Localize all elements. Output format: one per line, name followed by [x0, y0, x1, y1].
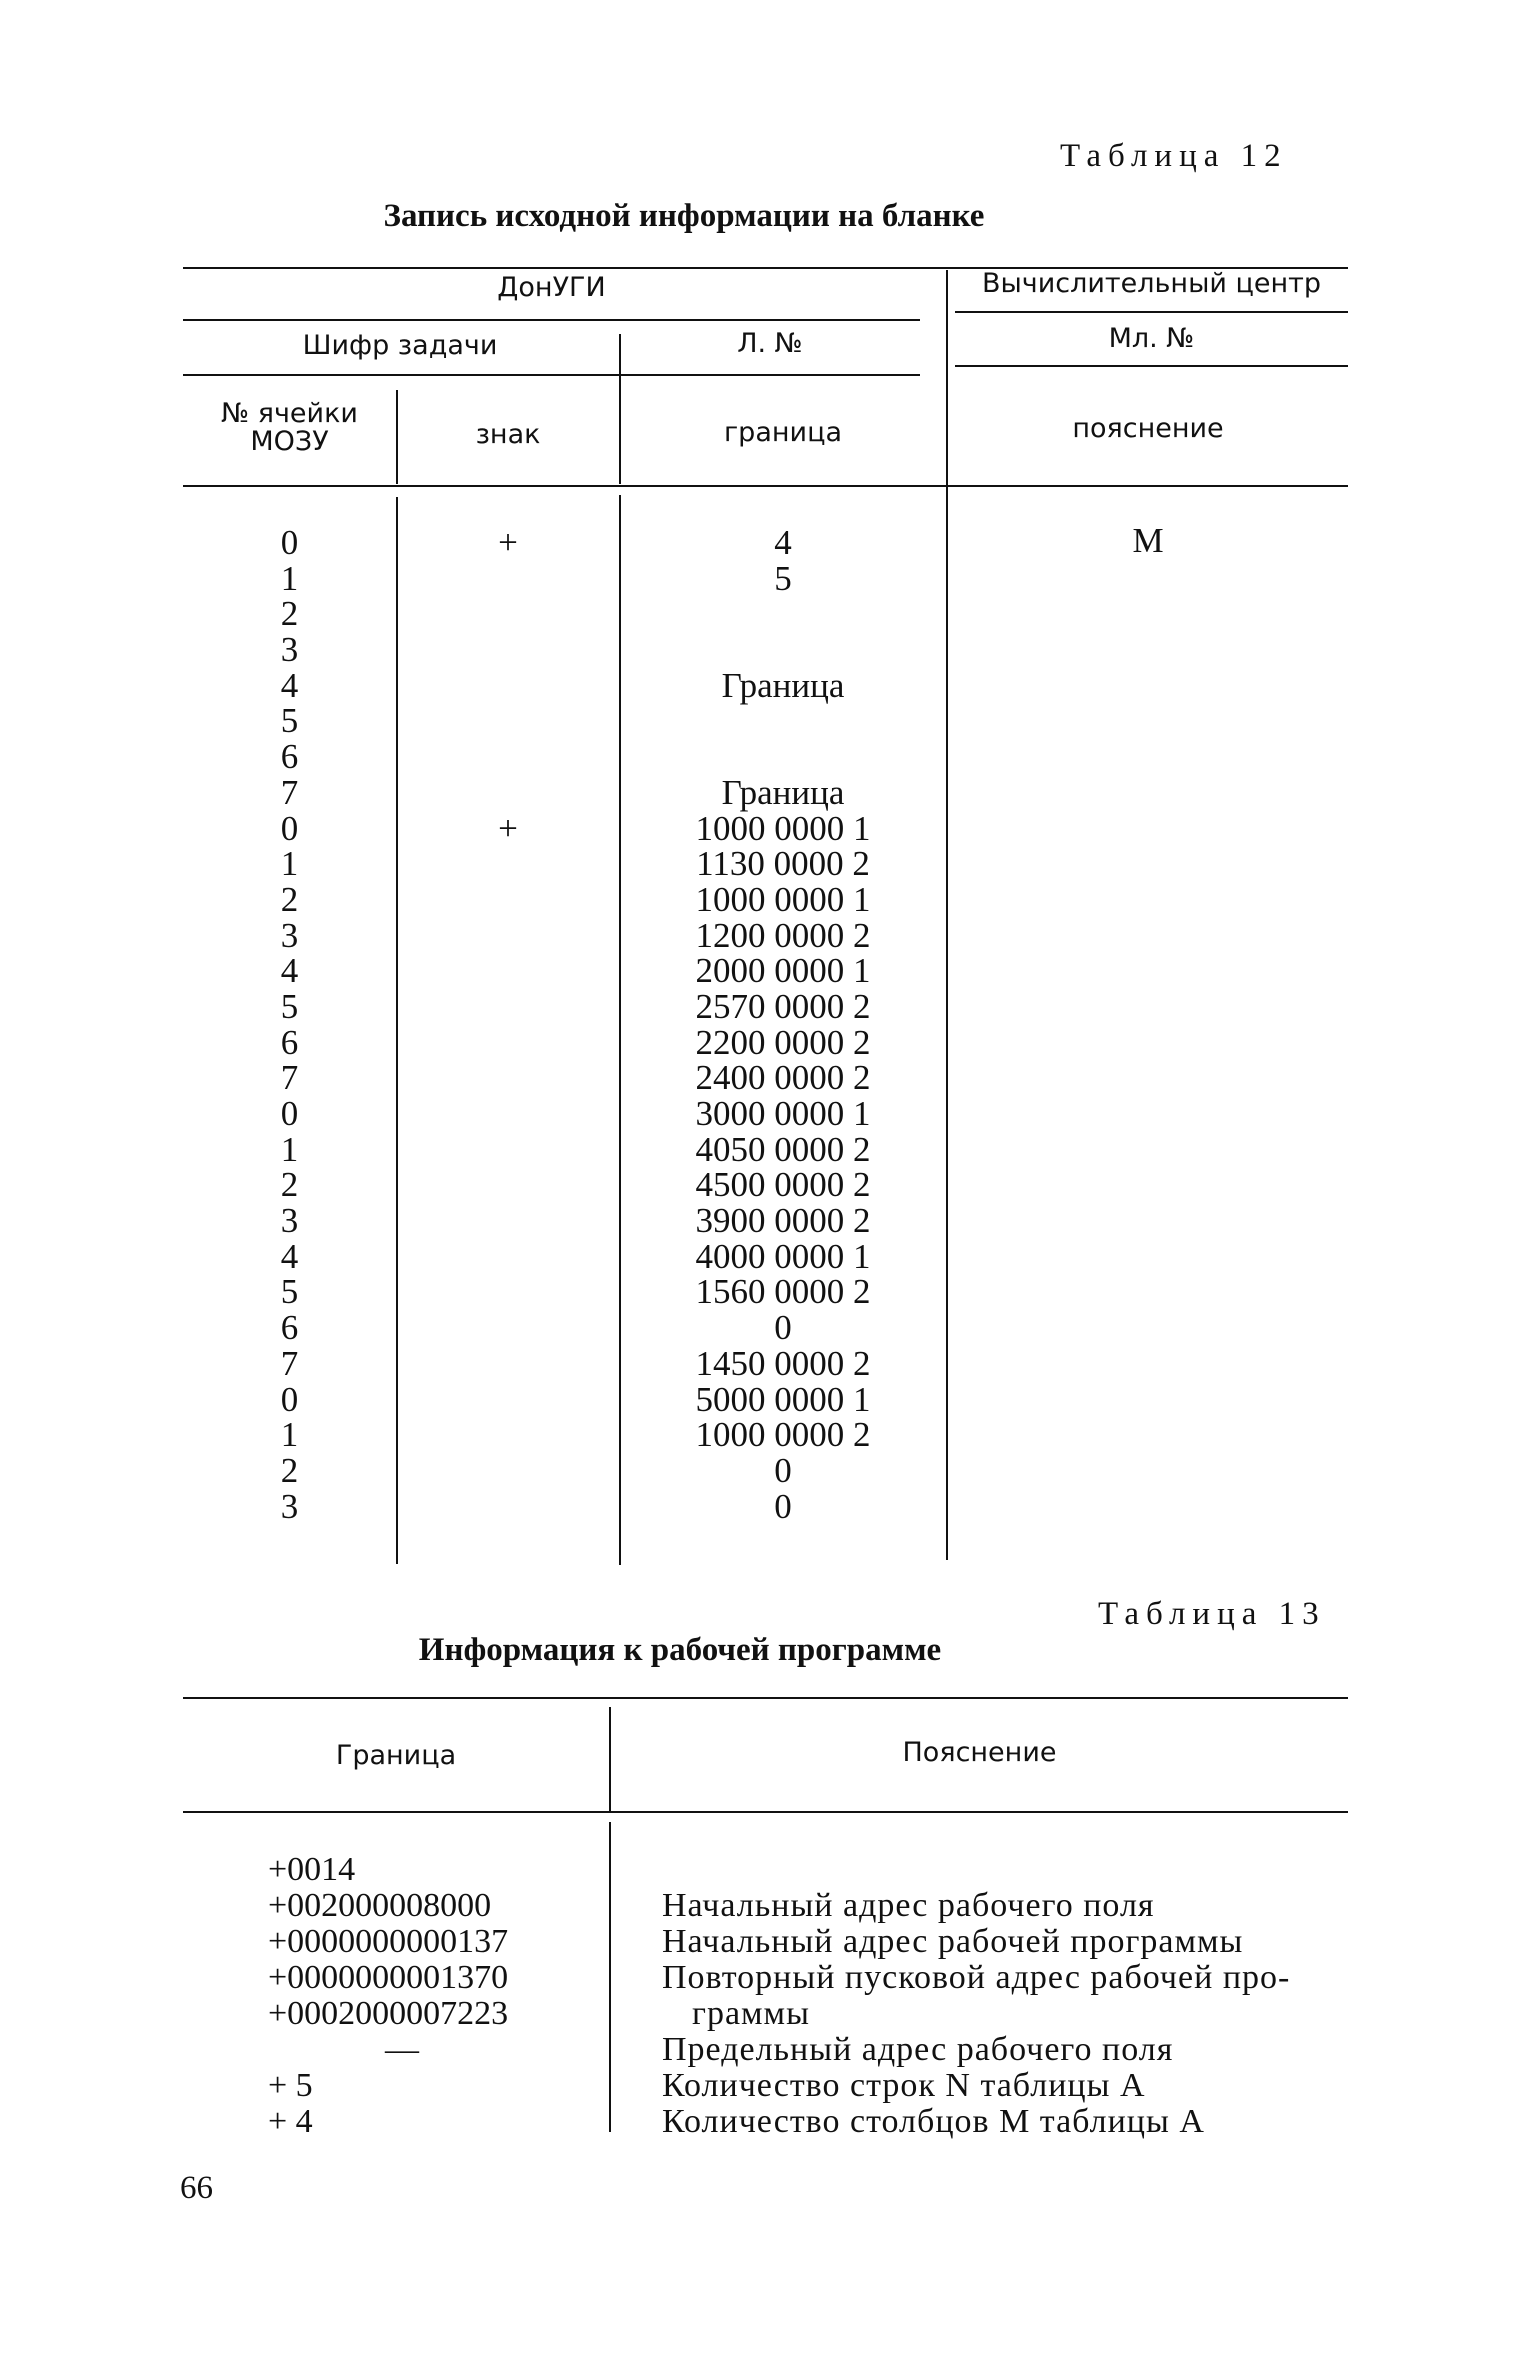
t13-boundary-value: +0000000000137 — [268, 1923, 509, 1960]
header-rule-left — [183, 319, 920, 321]
cell-number: 2 — [280, 879, 299, 919]
boundary-value: Граница — [721, 772, 845, 812]
header-cell-no-line1: № ячейки — [221, 398, 358, 429]
boundary-value: 4 — [774, 523, 792, 562]
boundary-value — [621, 739, 945, 775]
cell-number: 7 — [280, 1343, 299, 1383]
t13-boundary-value: + 4 — [268, 2103, 313, 2140]
boundary-value: 0 — [774, 1486, 792, 1526]
t13-boundary-value: +0014 — [268, 1851, 356, 1888]
t13-boundary-value: +0000000001370 — [268, 1959, 509, 1996]
cell-number: 6 — [280, 1022, 299, 1062]
table-12-title: Запись исходной информации на бланке — [383, 198, 985, 234]
boundary-value: 4050 0000 2 — [695, 1129, 871, 1169]
header-ml-no: Мл. № — [1108, 323, 1195, 354]
t13-explanation-value: Начальный адрес рабочей программы — [662, 1923, 1244, 1960]
t13-explanation-value: граммы — [692, 1995, 810, 2032]
header-boundary: граница — [724, 417, 842, 448]
table-13-header-rule — [183, 1811, 1348, 1813]
boundary-value: 2570 0000 2 — [695, 986, 871, 1026]
cell-number: 6 — [280, 737, 299, 777]
header-task-code: Шифр задачи — [302, 330, 498, 361]
boundary-value: 2200 0000 2 — [695, 1022, 871, 1062]
sign-value: + — [498, 808, 518, 848]
header-explanation: пояснение — [1072, 413, 1224, 444]
cell-number: 3 — [280, 1201, 299, 1241]
boundary-value: 1000 0000 1 — [695, 808, 871, 848]
header-org: ДонУГИ — [497, 272, 606, 303]
t13-boundary-value: +0002000007223 — [268, 1995, 509, 2032]
boundary-value: 1000 0000 2 — [695, 1415, 871, 1455]
header-cell-no-line2: МОЗУ — [250, 426, 329, 457]
cell-number: 4 — [280, 951, 299, 991]
cell-number: 2 — [280, 1450, 299, 1490]
cell-number: 2 — [280, 594, 299, 634]
cell-number: 7 — [280, 772, 299, 812]
boundary-value — [621, 596, 945, 632]
t13-boundary-value: + 5 — [268, 2067, 313, 2104]
cell-number: 1 — [280, 1415, 299, 1455]
t13-header-explanation: Пояснение — [902, 1737, 1057, 1768]
header-rule-right — [955, 311, 1348, 313]
header-rule-left-2 — [183, 374, 920, 376]
t13-explanation-value: Начальный адрес рабочего поля — [662, 1887, 1155, 1924]
header-sign: знак — [475, 419, 541, 450]
cell-number: 3 — [280, 1486, 299, 1526]
t13-boundary-column — [268, 1852, 536, 2140]
boundary-value: 3900 0000 2 — [695, 1201, 871, 1241]
explanation-value: М — [1132, 521, 1164, 560]
table-13-top-rule — [183, 1697, 1348, 1699]
boundary-value: 2000 0000 1 — [695, 951, 871, 991]
t13-explanation-value: Повторный пусковой адрес рабочей про- — [662, 1959, 1291, 1996]
header-sheet-no: Л. № — [737, 328, 803, 359]
page-number: 66 — [180, 2170, 213, 2206]
cell-number: 5 — [280, 1272, 299, 1312]
t13-explanation-column — [662, 1852, 1348, 2140]
header-bottom-rule — [183, 485, 1348, 487]
cell-number: 0 — [280, 808, 299, 848]
explanation-column — [948, 523, 1348, 559]
table-13-column-divider — [609, 1822, 611, 2132]
cell-number: 4 — [280, 1236, 299, 1276]
header-rule-right-2 — [955, 365, 1348, 367]
boundary-value: 1450 0000 2 — [695, 1343, 871, 1383]
boundary-value: 1130 0000 2 — [696, 844, 870, 884]
t13-explanation-value: Количество строк N таблицы A — [662, 2067, 1146, 2104]
cell-number: 4 — [280, 665, 299, 705]
cell-number-column — [183, 525, 396, 1524]
sign-value: + — [498, 523, 518, 562]
boundary-value: 4000 0000 1 — [695, 1236, 871, 1276]
cell-number: 2 — [280, 1165, 299, 1205]
table-12-caption: Таблица 12 — [1060, 138, 1288, 174]
column-divider-3 — [946, 270, 948, 1560]
cell-number: 1 — [280, 558, 299, 598]
boundary-value: 3000 0000 1 — [695, 1094, 871, 1133]
t13-header-boundary: Граница — [335, 1740, 457, 1771]
t13-explanation-value: Предельный адрес рабочего поля — [662, 2031, 1174, 2068]
boundary-value: 0 — [774, 1450, 792, 1490]
cell-number: 0 — [280, 523, 299, 562]
t13-boundary-value: +002000008000 — [268, 1887, 492, 1924]
boundary-value: 0 — [774, 1308, 792, 1348]
cell-number: 5 — [280, 986, 299, 1026]
boundary-value: 1200 0000 2 — [695, 915, 871, 955]
cell-number: 1 — [280, 844, 299, 884]
header-computing-center: Вычислительный центр — [981, 268, 1322, 299]
cell-number: 3 — [280, 630, 299, 670]
header-cell-no — [183, 400, 396, 456]
cell-number: 0 — [280, 1094, 299, 1133]
boundary-value — [621, 632, 945, 668]
boundary-value — [621, 703, 945, 739]
t13-explanation-value — [662, 1852, 1348, 1888]
boundary-value: 4500 0000 2 — [695, 1165, 871, 1205]
t13-boundary-value: — — [385, 2031, 419, 2068]
table-13-title: Информация к рабочей программе — [418, 1632, 942, 1668]
boundary-value: 1560 0000 2 — [695, 1272, 871, 1312]
boundary-value: 1000 0000 1 — [695, 879, 871, 919]
t13-explanation-value: Количество столбцов M таблицы A — [662, 2103, 1205, 2140]
sign-column — [398, 525, 618, 846]
boundary-column — [621, 525, 945, 1524]
cell-number: 3 — [280, 915, 299, 955]
cell-number: 7 — [280, 1058, 299, 1098]
cell-number: 5 — [280, 701, 299, 741]
boundary-value: 5 — [774, 558, 792, 598]
table-13-caption: Таблица 13 — [1098, 1596, 1326, 1632]
boundary-value: 2400 0000 2 — [695, 1058, 871, 1098]
boundary-value: Граница — [721, 665, 845, 705]
cell-number: 0 — [280, 1379, 299, 1419]
header-divider-2 — [619, 334, 621, 484]
boundary-value: 5000 0000 1 — [695, 1379, 871, 1419]
cell-number: 1 — [280, 1129, 299, 1169]
cell-number: 6 — [280, 1308, 299, 1348]
